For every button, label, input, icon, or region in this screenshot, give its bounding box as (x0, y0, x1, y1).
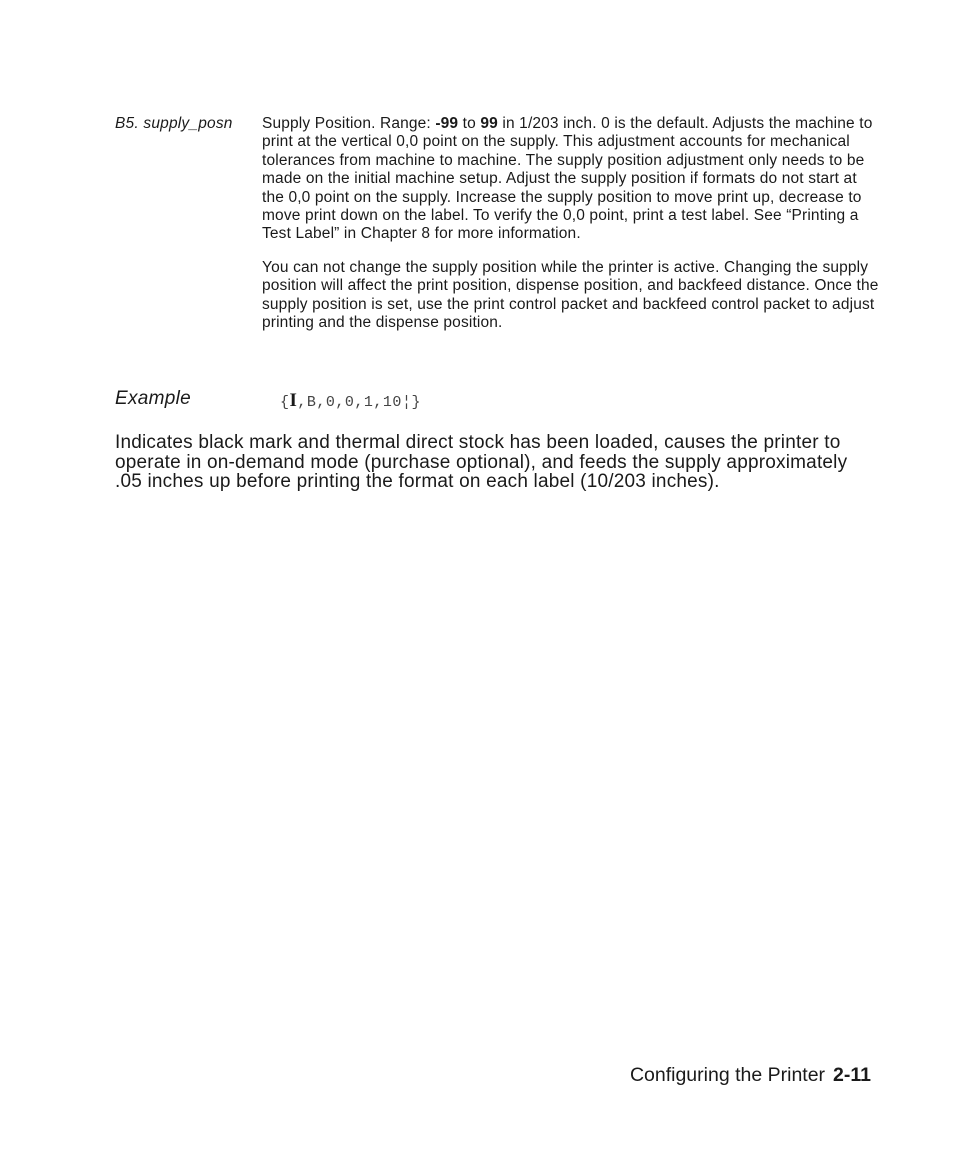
parameter-label: B5. supply_posn (115, 115, 233, 132)
chapter-title: Configuring the Printer (629, 1064, 826, 1086)
code-command: I (289, 390, 298, 411)
range-to: to (458, 115, 481, 132)
parameter-description-paragraph (262, 115, 882, 244)
range-min: -99 (435, 115, 459, 132)
page-footer (630, 1064, 871, 1087)
parameter-note: You can not change the supply position while the printer is active. Changing the supply position will affect the print position, dispense position, and backfeed distance. Once the supply position is set, use the print control packet and backfeed control packet to adjust printing and the dispense position. (262, 258, 879, 332)
code-open-brace: { (280, 394, 290, 411)
desc-intro: Supply Position. Range: (262, 115, 436, 132)
desc-rest: in 1/203 inch. 0 is the default. Adjusts the machine to print at the vertical 0,0 point on the supply. This adjustment accounts for mechanical tolerances from machine to machine. The supply position adjustment only needs to be made on the initial machine setup. Adjust the supply position if formats do not start at the 0,0 point on the supply. Increase the supply position to move print up, decrease to move print down on the label. To verify the 0,0 point, print a test label. See “Printing a Test Label” in Chapter 8 for more information. (262, 115, 873, 243)
example-code (280, 390, 421, 412)
example-description: Indicates black mark and thermal direct stock has been loaded, causes the printer to operate in on-demand mode (purchase optional), and feeds the supply approximately .05 inches up before printing the format on each label (10/203 inches). (115, 432, 848, 493)
parameter-description (262, 115, 882, 347)
range-max: 99 (480, 115, 498, 132)
code-rest: ,B,0,0,1,10¦} (297, 394, 421, 411)
page-number: 2-11 (833, 1064, 871, 1086)
example-heading: Example (115, 388, 192, 409)
